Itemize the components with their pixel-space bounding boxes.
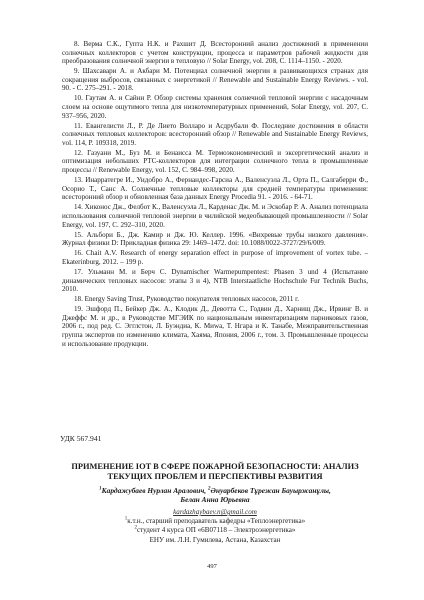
udc-code: УДК 567.941 [60,434,102,443]
author-list [62,486,368,504]
page-number: 497 [207,563,217,570]
email-link[interactable]: kardazhaybaev.n@gmail.com [173,508,257,516]
author-info [62,508,368,545]
author-marker: 2 [208,486,211,492]
affiliation-marker: 1 [124,516,128,522]
reference-item: 11. Евангелисти Л., Р. Де Лието Волларо и Асдрубали Ф. Последние достижения в области солнечных тепловых коллекторов: всесторонний обзор // Renewable and Sustainable Energy Reviews, vol. 114, P. 109318, 2019. [62,121,368,147]
reference-item: 8. Верма С.К., Гупта Н.К. и Рахшит Д. Всесторонний анализ достижений в применении солнечных коллекторов с учетом конструкции, процесса и параметров рабочей жидкости для преобразования солнечной энергии в тепловую // Solar Energy, vol. 208, С. 1114–1150. - 2020. [62,40,368,66]
author-name: Кардажубаев Нурлан Аралович, [101,486,207,495]
article-title: ПРИМЕНЕНИЕ IOT В СФЕРЕ ПОЖАРНОЙ БЕЗОПАСНОСТИ: АНАЛИЗ ТЕКУЩИХ ПРОБЛЕМ И ПЕРСПЕКТИВЫ РАЗВИТИЯ [71,462,359,482]
author-name: Әнуарбеков Тұрежан Бауыржанұлы, [210,486,331,495]
author-marker: 1 [99,486,102,492]
reference-item: 12. Газуани М., Буз М. и Бенаисса М. Термоэкономический и эксергетический анализ и оптимизация небольших PTC-коллекторов для интеграции солнечного тепла в промышленные процессы // Renewable Energy, vol. 152, С. 984–998, 2020. [62,148,368,175]
reference-item: 17. Ульманн М. и Берч С. Dynamischer Warmepumpentest: Phasen 3 und 4 (Испытание динамических тепловых насосов: этапы 3 и 4), NTB Interstaatliche Hochschule Fur Technik Buchs, 2010. [62,268,368,294]
reference-item: 13. Инарратегрe И., Уидобро А., Фернандес-Гарсиа А., Валенсуэла Л., Орта П., Салгаберри Ф., Осорио Т., Санс А. Солнечные тепловые коллекторы для средней температуры применения: всесторонний обзор и обновленная база данных Energy Procedia 91. - 2016. - 64-71. [62,176,368,202]
affiliation-line: ЕНУ им. Л.Н. Гумилева, Астана, Казахстан [149,535,281,544]
reference-item: 19. Эшфорд П., Бейкер Дж. А., Клодик Д., Девотта С., Годвин Д., Харнищ Дж., Ирвинг В. и Джеффс М. и др., в Руководстве МГЭИК по национальным инвентаризациям парниковых газов, 2006 г., под ред. С. Эгглстон, Л. Буэндиа, К. Миwa, Т. Нгара и К. Танабе, Межправительственная группа экспертов по изменению климата, Хаяма, Япония, 2006 г., том. 3. Промышленные процессы и использование продукции. [62,305,368,348]
reference-item: 15. Альбори Б., Дж. Камир и Дж. Ю. Келлер. 1996. «Вихревые трубы низкого давления». Журнал физики D: Прикладная физика 29: 1469–1472. doi: 10.1088/0022-3727/29/6/009. [62,230,368,248]
reference-list [62,40,368,350]
affiliation-marker: 2 [134,526,138,532]
reference-item: 14. Хиконос Дж., Фелбот К., Валенсуэла Л., Карденас Дж. М. и Эскобар Р. А. Анализ потенциала использования солнечной тепловой энергии в чилийской медеобывающей промышленности // Solar Energy, vol. 197, С. 292–310, 2020. [62,203,368,229]
reference-item: 9. Шахсавари А. и Акбари М. Потенциал солнечной энергии в развивающихся странах для сокращения выбросов, связанных с энергетикой // Renewable and Sustainable Energy Reviews. - vol. 90. - С. 275–291. - 2018. [62,67,368,93]
affiliation-line: к.т.н., старший преподаватель кафедры «Теплоэнергетика» [127,517,306,526]
reference-item: 18. Energy Saving Trust, Руководство покупателя тепловых насосов, 2011 г. [74,295,300,304]
reference-item: 16. Chait A.V. Research of energy separation effect in purpose of improvement of vortex tube. – Ekaterinburg, 2012. – 199 p. [62,249,368,266]
author-name: Белан Анна Юрьевна [180,495,250,505]
affiliation-line: студент 4 курса ОП «6В07118 – Электроэнергетика» [137,526,296,535]
reference-item: 10. Гаутам А. и Сайни Р. Обзор системы хранения солнечной тепловой энергии с насадочным слоем на основе ощутимого тепла для низкотемпературных применений, Solar Energy, vol. 207, С. 937–956, 2020. [62,94,368,120]
